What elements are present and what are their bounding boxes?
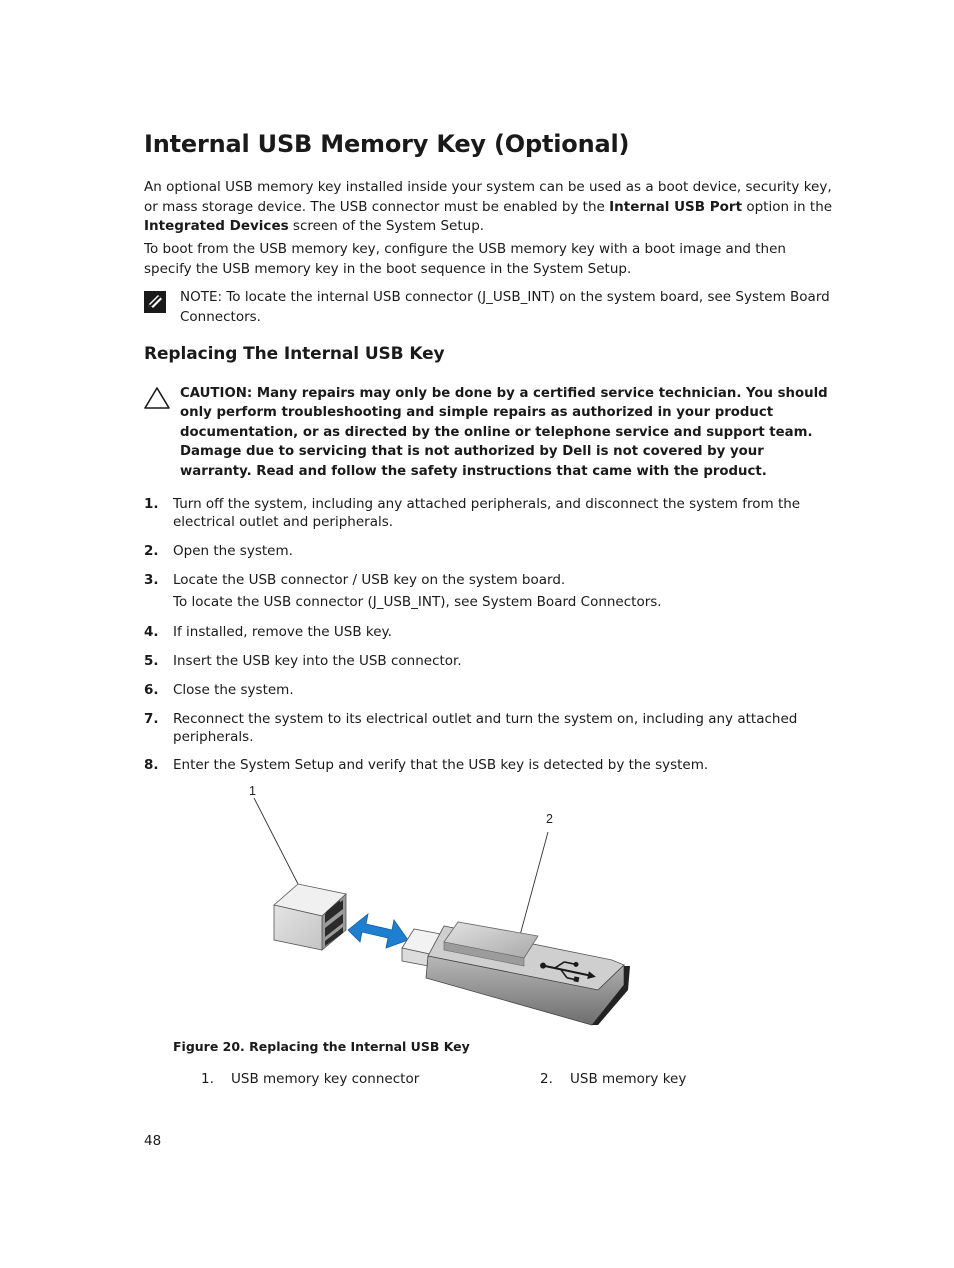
intro-text-1: An optional USB memory key installed inside your system can be used as a boot device, security key, or mass storage device. The USB connector must be enabled by the <box>144 179 832 215</box>
callout-label-1: 1 <box>249 784 256 798</box>
insert-arrow-icon <box>348 914 408 948</box>
step-text: Open the system. <box>173 543 293 559</box>
step-text: Reconnect the system to its electrical outlet and turn the system on, including any attached peripherals. <box>173 711 798 745</box>
note-label: NOTE: <box>180 289 223 305</box>
callout-label-2: 2 <box>546 812 553 826</box>
step-number: 6. <box>144 682 159 698</box>
internal-usb-port-term: Internal USB Port <box>609 198 743 215</box>
legend-label: USB memory key <box>570 1071 687 1087</box>
step-number: 3. <box>144 572 159 588</box>
step-number: 1. <box>144 496 159 512</box>
legend-number: 1. <box>201 1071 214 1087</box>
intro-text-3: screen of the System Setup. <box>288 218 485 234</box>
step-text: If installed, remove the USB key. <box>173 624 392 640</box>
note-body: To locate the internal USB connector (J_USB_INT) on the system board, see System Board Connectors. <box>180 289 830 325</box>
step-text: Close the system. <box>173 682 294 698</box>
legend-label: USB memory key connector <box>231 1071 420 1087</box>
callout-leader-2 <box>516 832 548 950</box>
page-number: 48 <box>144 1133 162 1149</box>
step-text: Enter the System Setup and verify that the USB key is detected by the system. <box>173 757 709 773</box>
figure-caption: Figure 20. Replacing the Internal USB Key <box>173 1039 470 1054</box>
usb-key-illustration <box>240 780 660 1040</box>
caution-text: CAUTION: Many repairs may only be done by a certified service technician. You should only perform troubleshooting and simple repairs as authorized in your product documentation, or as directed by the online or telephone service and support team. Damage due to servicing that is not authorized by Dell is not covered by your warranty. Read and follow the safety instructions that came with the product. <box>180 386 828 479</box>
intro-paragraph-2: To boot from the USB memory key, configure the USB memory key with a boot image and then specify the USB memory key in the boot sequence in the System Setup. <box>144 241 786 277</box>
note-pencil-icon <box>144 291 166 313</box>
step-subtext: To locate the USB connector (J_USB_INT), see System Board Connectors. <box>173 594 662 610</box>
step-number: 8. <box>144 757 159 773</box>
step-number: 2. <box>144 543 159 559</box>
step-text: Locate the USB connector / USB key on the system board. <box>173 572 566 588</box>
usb-key-shape <box>402 922 630 1025</box>
step-text: Insert the USB key into the USB connector. <box>173 653 462 669</box>
intro-text-2: option in the <box>742 198 833 215</box>
usb-connector-shape <box>274 884 346 950</box>
step-number: 7. <box>144 711 159 727</box>
integrated-devices-term: Integrated Devices <box>144 218 289 234</box>
caution-triangle-icon <box>143 386 171 410</box>
legend-number: 2. <box>540 1071 553 1087</box>
intro-paragraph-1 <box>144 178 834 237</box>
callout-leader-1 <box>254 798 298 884</box>
note-text <box>180 288 840 327</box>
step-number: 4. <box>144 624 159 640</box>
section-heading: Replacing The Internal USB Key <box>144 344 445 364</box>
page-title: Internal USB Memory Key (Optional) <box>144 130 630 158</box>
step-number: 5. <box>144 653 159 669</box>
step-text: Turn off the system, including any attached peripherals, and disconnect the system from the electrical outlet and peripherals. <box>173 496 801 530</box>
